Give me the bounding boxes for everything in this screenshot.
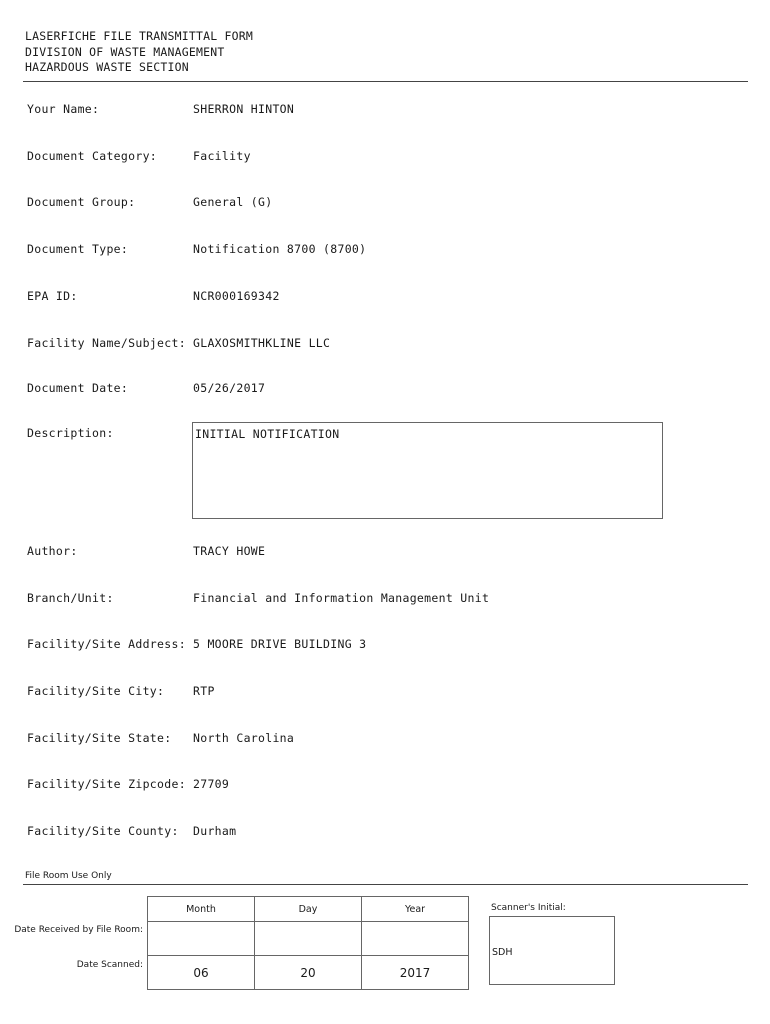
field-label: Facility/Site Zipcode: xyxy=(27,777,186,791)
field-label: Facility/Site State: xyxy=(27,731,172,745)
field-label: Your Name: xyxy=(27,102,100,116)
field-value: Durham xyxy=(193,824,237,838)
field-label: Document Date: xyxy=(27,381,129,395)
header-divider xyxy=(23,81,748,82)
description-textarea[interactable] xyxy=(192,422,663,519)
scanner-initial-label: Scanner's Initial: xyxy=(491,903,566,913)
header-title: LASERFICHE FILE TRANSMITTAL FORM xyxy=(25,29,253,43)
received-day-cell[interactable] xyxy=(255,922,362,956)
date-scanned-label: Date Scanned: xyxy=(76,960,143,970)
field-label: Document Type: xyxy=(27,242,129,256)
scanner-initial-box[interactable] xyxy=(489,916,615,985)
field-label: Facility Name/Subject: xyxy=(27,336,186,350)
header-section: HAZARDOUS WASTE SECTION xyxy=(25,60,189,74)
field-label: Facility/Site County: xyxy=(27,824,179,838)
field-value: North Carolina xyxy=(193,731,295,745)
field-label: Author: xyxy=(27,544,78,558)
header-division: DIVISION OF WASTE MANAGEMENT xyxy=(25,44,225,59)
field-label: Document Group: xyxy=(27,195,136,209)
field-value: Facility xyxy=(193,149,251,163)
field-value: Notification 8700 (8700) xyxy=(193,242,367,256)
form-header xyxy=(25,29,253,76)
field-label: Facility/Site Address: xyxy=(27,637,186,651)
col-month-header: Month xyxy=(148,897,255,922)
field-value: 05/26/2017 xyxy=(193,381,266,395)
col-day-header: Day xyxy=(255,897,362,922)
field-label: Branch/Unit: xyxy=(27,591,114,605)
scanner-initial-value: SDH xyxy=(492,947,513,958)
field-value: TRACY HOWE xyxy=(193,544,266,558)
field-label: EPA ID: xyxy=(27,289,78,303)
file-room-date-table xyxy=(147,896,469,990)
field-value: GLAXOSMITHKLINE LLC xyxy=(193,336,331,350)
field-value: Financial and Information Management Unit xyxy=(193,591,490,605)
field-value: General (G) xyxy=(193,195,273,209)
scanned-year-cell[interactable]: 2017 xyxy=(362,956,469,990)
scanned-day-cell[interactable]: 20 xyxy=(255,956,362,990)
field-label: Facility/Site City: xyxy=(27,684,165,698)
scanned-month-cell[interactable]: 06 xyxy=(148,956,255,990)
field-value: SHERRON HINTON xyxy=(193,102,295,116)
date-received-label: Date Received by File Room: xyxy=(14,925,143,935)
file-room-divider xyxy=(23,884,748,885)
received-year-cell[interactable] xyxy=(362,922,469,956)
col-year-header: Year xyxy=(362,897,469,922)
field-value: NCR000169342 xyxy=(193,289,280,303)
description-value: INITIAL NOTIFICATION xyxy=(195,427,340,441)
received-month-cell[interactable] xyxy=(148,922,255,956)
field-label: Description: xyxy=(27,426,114,440)
field-value: 27709 xyxy=(193,777,230,791)
field-label: Document Category: xyxy=(27,149,158,163)
file-room-title: File Room Use Only xyxy=(25,871,112,881)
field-value: RTP xyxy=(193,684,215,698)
field-value: 5 MOORE DRIVE BUILDING 3 xyxy=(193,637,367,651)
